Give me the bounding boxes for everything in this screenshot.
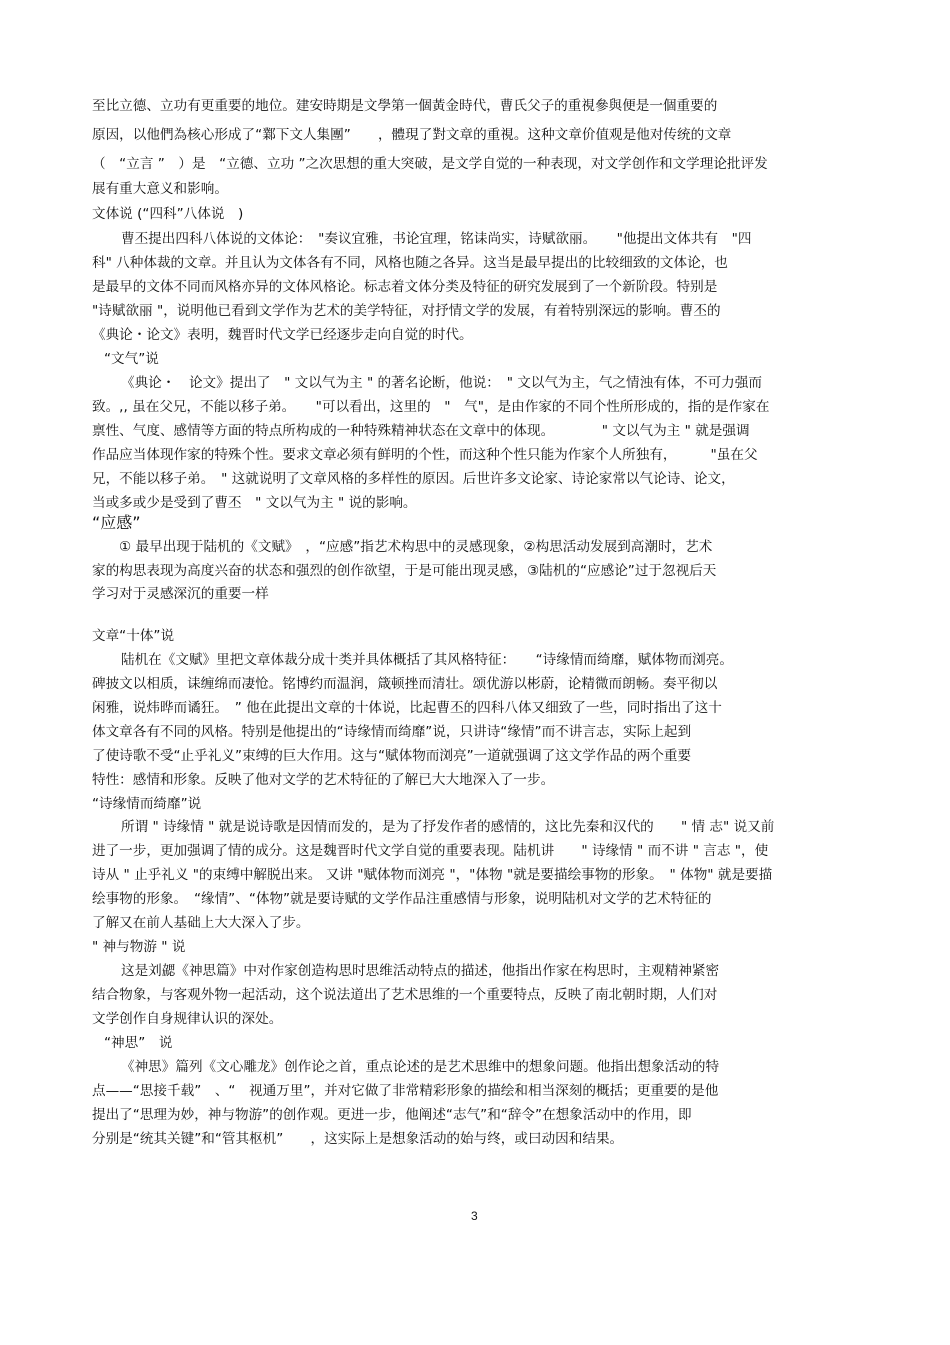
text-line: 《神思》篇列《文心雕龙》创作论之首，重点论述的是艺术思维中的想象问题。他指出想象活动的特 [121,1059,720,1075]
text-line: 了使诗歌不受“止乎礼义”束缚的巨大作用。这与“赋体物而浏亮”一道就强调了这文学作品的两个重要 [92,748,692,764]
text-line: 闲雅，说炜晔而谲狂。 ” 他在此提出文章的十体说，比起曹丕的四科八体又细致了一些，同时指出了这十 [92,700,722,716]
text-line: ① 最早出现于陆机的《文赋》 ，“应感”指艺术构思中的灵感现象，②构思活动发展到高潮时，艺术 [119,539,713,555]
text-line: 至比立德、立功有更重要的地位。建安時期是文學第一個黃金時代，曹氏父子的重視參與便是一個重要的 [92,98,718,114]
text-line: 结合物象，与客观外物一起活动，这个说法道出了艺术思维的一个重要特点，反映了南北朝时期，人们对 [92,987,718,1003]
section-heading: “诗缘情而绮靡”说 [92,796,202,812]
text-line: 当或多或少是受到了曹丕 " 文以气为主 " 说的影响。 [92,495,417,511]
text-line: 禀性、气度、感情等方面的特点所构成的一种特殊精神状态在文章中的体现。 " 文以气为主 " 就是强调 [92,423,750,439]
section-heading: “应感” [92,513,141,532]
text-line: 曹丕提出四科八体说的文体论： "奏议宜雅，书论宜理，铭诔尚实，诗赋欲丽。 "他提出文体共有 "四 [121,231,752,247]
text-line: 了解又在前人基础上大大深入了步。 [92,915,310,931]
section-heading: “文气”说 [104,351,159,367]
text-line: 碑披文以相质，诔缠绵而凄怆。铭博约而温润，箴顿挫而清壮。颂优游以彬蔚，论精微而朗畅。奏平彻以 [92,676,718,692]
text-line: 体文章各有不同的风格。特别是他提出的“诗缘情而绮靡”说，只讲诗“缘情”而不讲言志，实际上起到 [92,724,692,740]
text-line: 兄，不能以移子弟。 " 这就说明了文章风格的多样性的原因。后世许多文论家、诗论家常以气论诗、论文， [92,471,735,487]
text-line: 学习对于灵感深沉的重要一样 [92,586,269,602]
section-heading: 文章“十体”说 [92,628,175,644]
text-line: （ “立言 ” ）是 “立德、立功 ”之次思想的重大突破，是文学自觉的一种表现，对文学创作和文学理论批评发 [92,156,768,172]
text-line: 作品应当体现作家的特殊个性。要求文章必须有鲜明的个性，而这种个性只能为作家个人所独有， "虽在父 [92,447,758,463]
text-line: 进了一步，更加强调了情的成分。这是魏晋时代文学自觉的重要表现。陆机讲 " 诗缘情 " 而不讲 " 言志 "，使 [92,843,769,859]
text-line: 绘事物的形象。 “缘情”、“体物”就是要诗赋的文学作品注重感情与形象，说明陆机对文学的艺术特征的 [92,891,712,907]
text-line: 是最早的文体不同而风格亦异的文体风格论。标志着文体分类及特征的研究发展到了一个新阶段。特别是 [92,279,718,295]
text-line: 诗从 " 止乎礼义 "的束缚中解脱出来。 又讲 "赋体物而浏亮 "，"体物 "就是要描绘事物的形象。 " 体物" 就是要描 [92,867,773,883]
text-line: 家的构思表现为高度兴奋的状态和强烈的创作欲望，于是可能出现灵感，③陆机的“应感论”过于忽视后天 [92,563,717,579]
text-line: 所谓 " 诗缘情 " 就是说诗歌是因情而发的，是为了抒发作者的感情的，这比先秦和汉代的 " 情 志" 说又前 [121,819,775,835]
text-line: 分别是“统其关键”和“管其枢机” ，这实际上是想象活动的始与终，或曰动因和结果。 [92,1131,624,1147]
text-line: 《典论・ 论文》提出了 " 文以气为主 " 的著名论断，他说： " 文以气为主，气之情浊有体，不可力强而 [121,375,762,391]
text-line: 点——“思接千载” 、“ 视通万里”，并对它做了非常精彩形象的描绘和相当深刻的概括；更重要的是他 [92,1083,719,1099]
section-heading: “神思” 说 [104,1035,173,1051]
text-line: 陆机在《文赋》里把文章体裁分成十类并具体概括了其风格特征： “诗缘情而绮靡，赋体物而浏亮。 [121,652,733,668]
text-line: 原因，以他們為核心形成了“鄴下文人集團” ，體現了對文章的重視。这种文章价值观是他对传统的文章 [92,127,732,143]
text-line: 展有重大意义和影响。 [92,181,228,197]
text-line: 特性：感情和形象。反映了他对文学的艺术特征的了解已大大地深入了一步。 [92,772,555,788]
text-line: 致。,, 虽在父兄，不能以移子弟。 "可以看出，这里的 " 气"，是由作家的不同个性所形成的，指的是作家在 [92,399,770,415]
text-line: "诗赋欲丽 "，说明他已看到文学作为艺术的美学特征，对抒情文学的发展，有着特别深远的影响。曹丕的 [92,303,721,319]
text-line: 科" 八种体裁的文章。并且认为文体各有不同，风格也随之各异。这当是最早提出的比较细致的文体论，也 [92,255,728,271]
text-line: 文学创作自身规律认识的深处。 [92,1011,283,1027]
text-line: 这是刘勰《神思篇》中对作家创造构思时思维活动特点的描述，他指出作家在构思时，主观精神紧密 [121,963,720,979]
section-heading: 文体说 (“四科”八体说 ) [92,206,244,222]
text-line: 提出了“思理为妙，神与物游”的创作观。更进一步，他阐述“志气”和“辞令”在想象活动中的作用，即 [92,1107,692,1123]
section-heading: " 神与物游 " 说 [92,939,186,955]
page-number: 3 [471,1209,478,1223]
text-line: 《典论・论文》表明，魏晋时代文学已经逐步走向自觉的时代。 [92,327,473,343]
